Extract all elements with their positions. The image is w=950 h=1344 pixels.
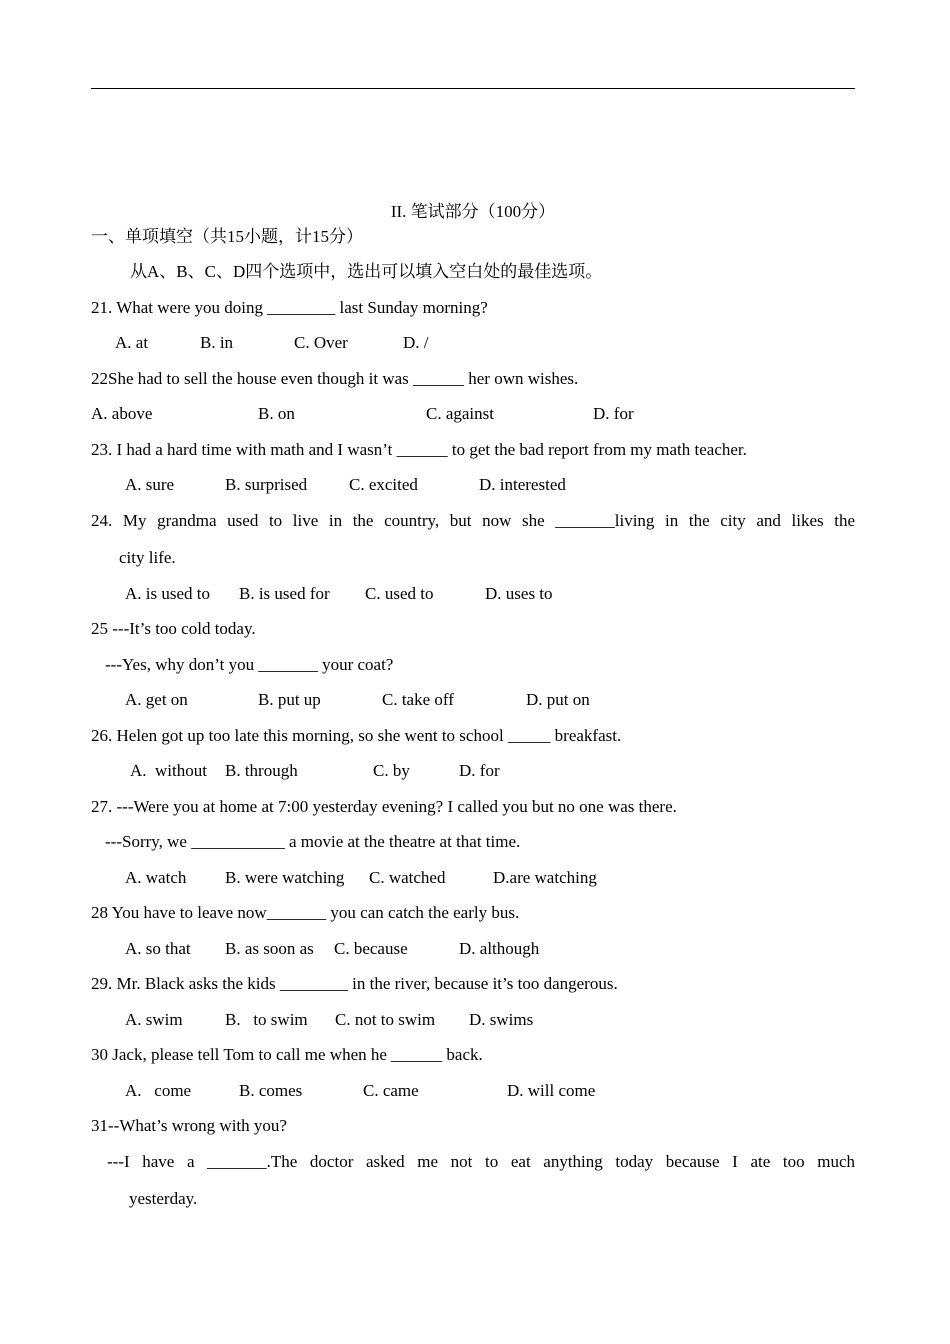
q26-option-d: D. for	[459, 761, 500, 780]
q26-option-b: B. through	[225, 761, 298, 780]
q25-option-c: C. take off	[382, 690, 454, 709]
q28-option-b: B. as soon as	[225, 939, 314, 958]
question-25-stem: 25 ---It’s too cold today.	[91, 619, 256, 638]
q30-option-d: D. will come	[507, 1081, 596, 1100]
q25-option-b: B. put up	[258, 690, 321, 709]
q29-option-d: D. swims	[469, 1010, 534, 1029]
question-31-stem: 31--What’s wrong with you?	[91, 1116, 287, 1135]
q28-option-d: D. although	[459, 939, 540, 958]
question-27-reply: ---Sorry, we ___________ a movie at the theatre at that time.	[105, 832, 521, 851]
q25-option-d: D. put on	[526, 690, 590, 709]
q30-option-b: B. comes	[239, 1081, 303, 1100]
question-24-stem-cont: city life.	[119, 548, 176, 567]
q22-option-b: B. on	[258, 404, 295, 423]
q27-option-d: D.are watching	[493, 868, 597, 887]
q23-option-c: C. excited	[349, 475, 418, 494]
q22-option-a: A. above	[91, 404, 153, 423]
question-26-stem: 26. Helen got up too late this morning, so she went to school _____ breakfast.	[91, 726, 622, 745]
question-30-stem: 30 Jack, please tell Tom to call me when he ______ back.	[91, 1045, 483, 1064]
q23-option-a: A. sure	[125, 475, 175, 494]
q29-option-a: A. swim	[125, 1010, 183, 1029]
question-24-stem: 24. My grandma used to live in the country, but now she _______living in the city and likes the	[91, 511, 855, 530]
question-21-stem: 21. What were you doing ________ last Sunday morning?	[91, 298, 488, 317]
question-31-reply: ---I have a _______.The doctor asked me not to eat anything today because I ate too much	[107, 1152, 855, 1171]
part-heading: 一、单项填空（共15小题，计15分）	[91, 227, 363, 246]
q21-option-d: D. /	[403, 333, 429, 352]
question-28-stem: 28 You have to leave now_______ you can catch the early bus.	[91, 903, 520, 922]
question-27-stem: 27. ---Were you at home at 7:00 yesterday evening? I called you but no one was there.	[91, 797, 677, 816]
q23-option-d: D. interested	[479, 475, 566, 494]
q27-option-c: C. watched	[369, 868, 446, 887]
q29-option-c: C. not to swim	[335, 1010, 436, 1029]
q21-option-b: B. in	[200, 333, 234, 352]
q24-option-a: A. is used to	[125, 584, 210, 603]
question-22-stem: 22She had to sell the house even though it was ______ her own wishes.	[91, 369, 579, 388]
q24-option-b: B. is used for	[239, 584, 330, 603]
q28-option-c: C. because	[334, 939, 408, 958]
question-23-stem: 23. I had a hard time with math and I wasn’t ______ to get the bad report from my math teacher.	[91, 440, 747, 459]
section-title: II. 笔试部分（100分）	[390, 202, 556, 221]
question-29-stem: 29. Mr. Black asks the kids ________ in the river, because it’s too dangerous.	[91, 974, 618, 993]
q30-option-a: A. come	[125, 1081, 192, 1100]
q24-option-d: D. uses to	[485, 584, 553, 603]
q30-option-c: C. came	[363, 1081, 419, 1100]
question-31-reply-cont: yesterday.	[129, 1189, 198, 1208]
q21-option-c: C. Over	[294, 333, 348, 352]
q23-option-b: B. surprised	[225, 475, 308, 494]
q27-option-a: A. watch	[125, 868, 187, 887]
q27-option-b: B. were watching	[225, 868, 345, 887]
q26-option-a: A. without	[130, 761, 207, 780]
q22-option-d: D. for	[593, 404, 634, 423]
q21-option-a: A. at	[115, 333, 149, 352]
q22-option-c: C. against	[426, 404, 494, 423]
q28-option-a: A. so that	[125, 939, 191, 958]
q25-option-a: A. get on	[125, 690, 188, 709]
q29-option-b: B. to swim	[225, 1010, 308, 1029]
header-rule	[91, 88, 855, 89]
q24-option-c: C. used to	[365, 584, 434, 603]
instruction: 从A、B、C、D四个选项中，选出可以填入空白处的最佳选项。	[130, 262, 603, 281]
q26-option-c: C. by	[373, 761, 410, 780]
question-25-reply: ---Yes, why don’t you _______ your coat?	[105, 655, 394, 674]
